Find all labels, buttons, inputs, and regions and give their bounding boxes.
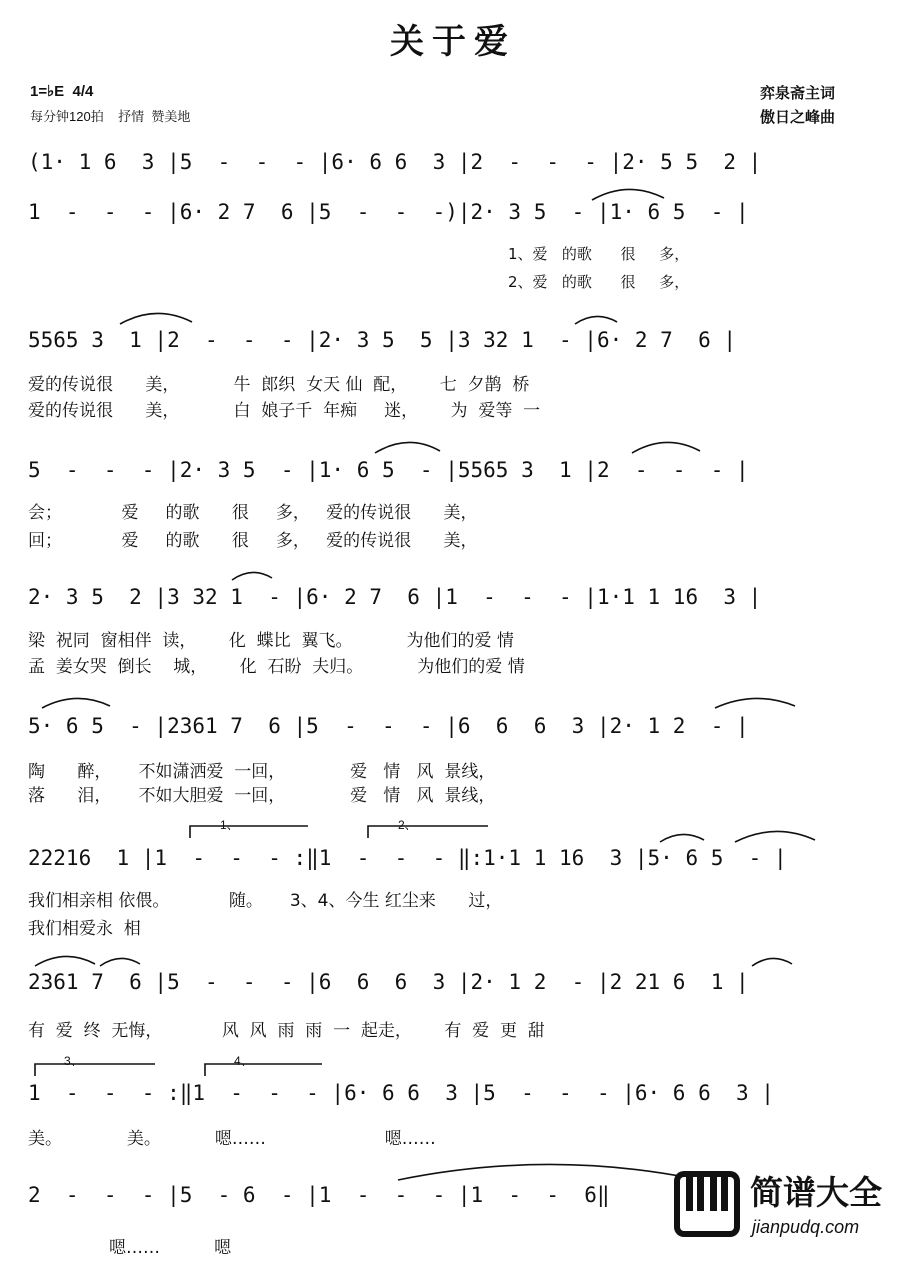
lyric-line: 爱的传说很 美， 牛 郎织 女天 仙 配， 七 夕鹊 桥 xyxy=(28,375,530,395)
slur-mark xyxy=(592,189,664,200)
volta-label-4: 4、 xyxy=(234,1054,253,1068)
slur-mark xyxy=(575,316,617,324)
notation-row: 5565 3 1 |2 - - - |2· 3 5 5 |3 32 1 - |6· 2 7 6 | xyxy=(28,328,737,352)
lyric-line: 爱的传说很 美， 白 娘子千 年痴 迷， 为 爱等 一 xyxy=(28,401,541,421)
notation-row: 2· 3 5 2 |3 32 1 - |6· 2 7 6 |1 - - - |1·1 1 16 3 | xyxy=(28,585,762,609)
lyric-line: 梁 祝同 窗相伴 读， 化 蝶比 翼飞。 为他们的爱 情 xyxy=(28,631,514,651)
notation-row: 22216 1 |1 - - - :‖1 - - - ‖:1·1 1 16 3 |5· 6 5 - | xyxy=(28,846,787,870)
volta-bracket xyxy=(205,1064,322,1076)
slur-mark xyxy=(375,442,440,453)
logo-url: jianpudq.com xyxy=(752,1217,860,1237)
notation-row: 1 - - - |6· 2 7 6 |5 - - -)|2· 3 5 - |1· 6 5 - | xyxy=(28,200,749,224)
slur-mark xyxy=(632,442,700,453)
lyric-line: 嗯…… 嗯 xyxy=(28,1238,232,1258)
lyric-line: 有 爱 终 无悔， 风 风 雨 雨 一 起走， 有 爱 更 甜 xyxy=(28,1021,545,1041)
slur-mark xyxy=(398,1164,690,1180)
lyric-line: 我们相爱永 相 xyxy=(28,919,141,939)
notation-row: 1 - - - :‖1 - - - |6· 6 6 3 |5 - - - |6· 6 6 3 | xyxy=(28,1081,774,1105)
volta-label-3: 3、 xyxy=(64,1054,83,1068)
slur-mark xyxy=(232,572,272,580)
notation-row: 2361 7 6 |5 - - - |6 6 6 3 |2· 1 2 - |2 21 6 1 | xyxy=(28,970,749,994)
lyric-line: 会； 爱 的歌 很 多， 爱的传说很 美， xyxy=(28,503,478,523)
volta-bracket xyxy=(368,826,488,838)
key-signature: 1=♭E 4/4 xyxy=(30,83,94,100)
composer-credit: 傲日之峰曲 xyxy=(760,109,836,126)
lyric-line: 回； 爱 的歌 很 多， 爱的传说很 美， xyxy=(28,531,478,551)
volta-bracket xyxy=(190,826,308,838)
lyric-line: 美。 美。 嗯…… 嗯…… xyxy=(28,1129,436,1149)
lyric-line: 陶 醉， 不如潇洒爱 一回， 爱 情 风 景线， xyxy=(28,762,496,782)
lyricist-credit: 弈泉斋主词 xyxy=(760,85,836,102)
slur-mark xyxy=(100,958,140,966)
slur-mark xyxy=(42,698,110,708)
slur-mark xyxy=(735,831,815,842)
notation-row: 2 - - - |5 - 6 - |1 - - - |1 - - 6‖ xyxy=(28,1183,610,1207)
site-logo xyxy=(672,1167,898,1253)
lyric-line: 2、爱 的歌 很 多， xyxy=(508,273,690,291)
notation-row: 5 - - - |2· 3 5 - |1· 6 5 - |5565 3 1 |2 - - - | xyxy=(28,458,749,482)
volta-label-1: 1、 xyxy=(220,818,239,832)
volta-label-2: 2、 xyxy=(398,818,417,832)
song-title: 关于爱 xyxy=(390,22,516,62)
lyric-line: 我们相亲相 依偎。 随。 3、4、今生 红尘来 过， xyxy=(28,891,503,911)
piano-keys-icon xyxy=(672,1169,742,1239)
slur-mark xyxy=(660,834,704,842)
slur-mark xyxy=(752,958,792,966)
lyric-line: 1、爱 的歌 很 多， xyxy=(508,245,690,263)
notation-row: 5· 6 5 - |2361 7 6 |5 - - - |6 6 6 3 |2· 1 2 - | xyxy=(28,714,749,738)
tempo-marking: 每分钟120拍 抒情 赞美地 xyxy=(30,109,191,124)
notation-row: (1· 1 6 3 |5 - - - |6· 6 6 3 |2 - - - |2· 5 5 2 | xyxy=(28,150,762,174)
slur-mark xyxy=(715,698,795,708)
lyric-line: 孟 姜女哭 倒长 城， 化 石盼 夫归。 为他们的爱 情 xyxy=(28,657,525,677)
volta-bracket xyxy=(35,1064,155,1076)
slur-mark xyxy=(120,313,192,324)
slur-mark xyxy=(35,956,95,966)
logo-name: 简谱大全 xyxy=(750,1173,882,1212)
lyric-line: 落 泪， 不如大胆爱 一回， 爱 情 风 景线， xyxy=(28,786,496,806)
